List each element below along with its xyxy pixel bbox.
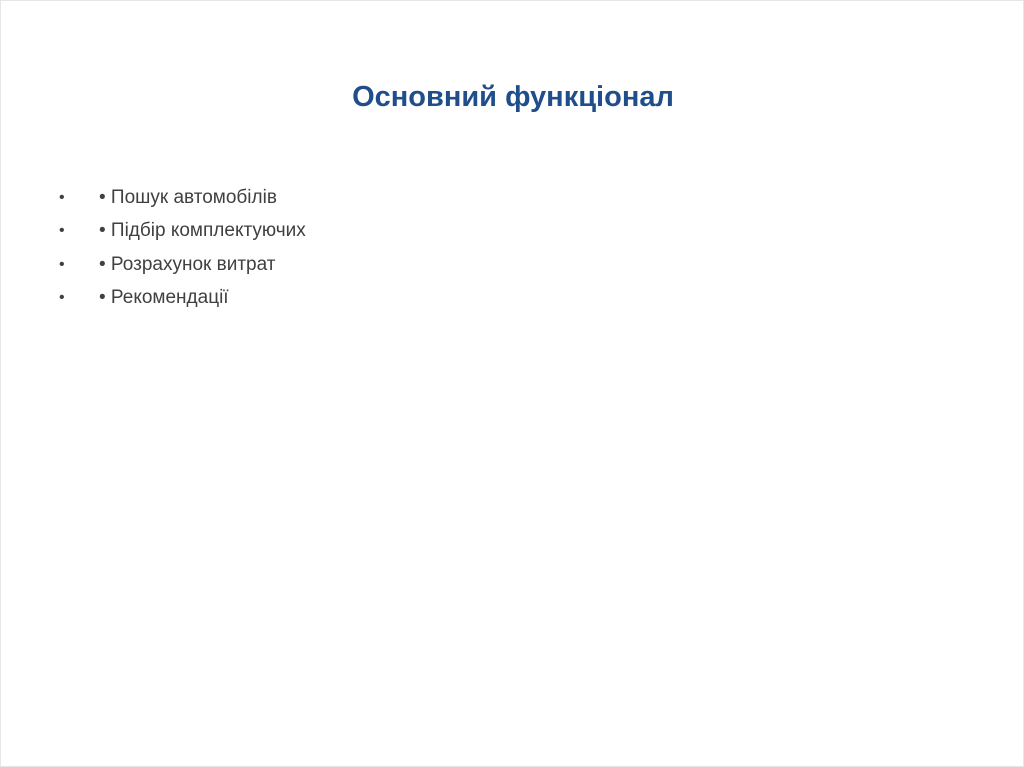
- list-item: [59, 248, 306, 282]
- bullet-marker-icon: •: [59, 222, 65, 240]
- slide-title: Основний функціонал: [352, 81, 674, 113]
- list-item: [59, 181, 306, 215]
- list-item: [59, 215, 306, 249]
- bullet-marker-icon: •: [59, 255, 65, 273]
- list-item-text: • Рекомендації: [99, 287, 229, 309]
- bullet-marker-icon: •: [59, 289, 65, 307]
- list-item-text: • Пошук автомобілів: [99, 186, 277, 208]
- list-item-text: • Розрахунок витрат: [99, 253, 276, 275]
- list-item: [59, 282, 306, 316]
- list-item-text: • Підбір комплектуючих: [99, 220, 306, 242]
- bullet-marker-icon: •: [59, 188, 65, 206]
- bullet-list: [59, 181, 306, 315]
